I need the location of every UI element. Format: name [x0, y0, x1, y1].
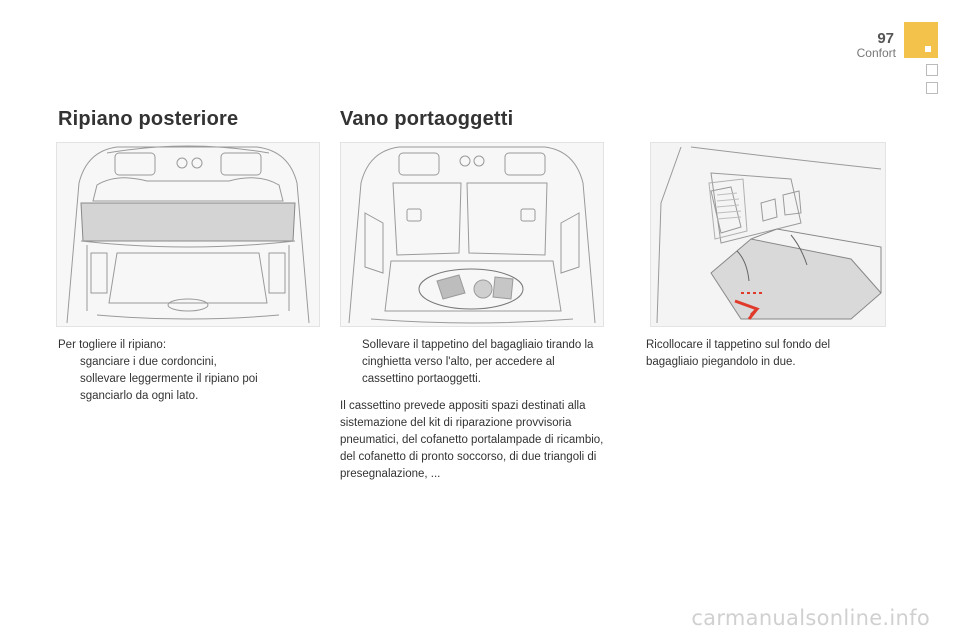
rear-shelf-intro: Per togliere il ripiano: — [58, 339, 167, 351]
tab-dot — [925, 46, 931, 52]
chapter-title: Confort — [856, 46, 896, 60]
page-number: 97 — [877, 30, 894, 47]
storage-step-1: Sollevare il tappetino del bagagliaio tirando la cinghietta verso l'alto, per accedere al cassettino portaoggetti. — [362, 339, 594, 385]
rear-shelf-step-2: sollevare leggermente il ripiano poi sganciarlo da ogni lato. — [80, 373, 258, 402]
storage-illustration — [340, 142, 604, 327]
chapter-tab[interactable] — [904, 22, 938, 58]
section-title-rear-shelf: Ripiano posteriore — [58, 108, 239, 130]
mat-step-1: Ricollocare il tappetino sul fondo del bagagliaio piegandolo in due. — [646, 339, 831, 368]
tab-box-2[interactable] — [926, 82, 938, 94]
section-title-storage: Vano portaoggetti — [340, 108, 514, 130]
rear-shelf-illustration — [56, 142, 320, 327]
rear-shelf-instructions — [58, 337, 288, 405]
rear-shelf-step-1: sganciare i due cordoncini, — [80, 356, 217, 368]
storage-instructions — [340, 337, 606, 483]
tab-box-1[interactable] — [926, 64, 938, 76]
storage-description: Il cassettino prevede appositi spazi destinati alla sistemazione del kit di riparazione provvisoria pneumatici, del cofanetto portalampade di ricambio, del cofanetto di pronto soccorso, di due triangoli di presegnalazione, ... — [340, 400, 604, 480]
mat-instructions — [624, 337, 860, 371]
mat-folding-illustration — [650, 142, 886, 327]
watermark[interactable]: carmanualsonline.info — [691, 606, 930, 630]
